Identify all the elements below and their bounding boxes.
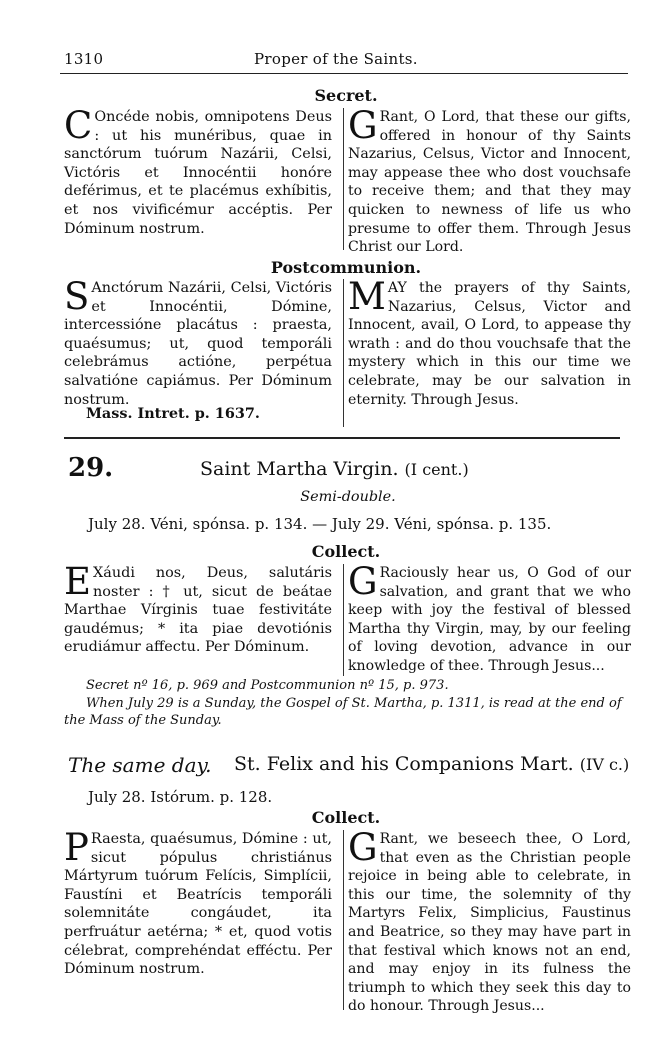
secret-heading: Secret. <box>314 86 378 105</box>
feast-title-text: Saint Martha Virgin. <box>200 458 399 480</box>
secret-columns <box>64 104 632 256</box>
latin-text: Xáudi nos, Deus, salutáris noster : † ut, sicut de beátae Marthae Vírginis tuae festivitáte gaudémus; * ita piae devotiónis erudiámur affectu. Per Dóminum. <box>64 565 332 656</box>
drop-cap: E <box>64 560 92 603</box>
postcommunion-heading: Postcommunion. <box>270 258 422 277</box>
feast-century: (I cent.) <box>404 460 469 479</box>
english-text: AY the prayers of thy Saints, Nazarius, Celsus, Victor and Innocent, avail, O Lord, to appease thy wrath : and do thou vouchsafe that the mystery which in this our time we celebrate, may be our salvation in eternity. Through Jesus. <box>348 280 631 408</box>
felix-title-text: St. Felix and his Companions Mart. <box>234 753 574 775</box>
page-number: 1310 <box>64 50 104 68</box>
drop-cap: G <box>348 560 378 603</box>
english-text: Raciously hear us, O God of our salvation, and grant that we who keep with joy the festival of blessed Martha thy Virgin, may, by our feeling of loving devotion, advance in our knowledge of thee. Through Jesus... <box>348 565 631 674</box>
section-rule <box>64 437 620 439</box>
felix-century: (IV c.) <box>579 755 630 774</box>
latin-text: Oncéde nobis, omnipotens Deus : ut his munéribus, quae in sanctórum tuórum Nazárii, Celsi, Victóris et Innocéntii honóre deférimus, et te placémus exhíbitis, et nos vivificémur accéptis. Per Dóminum nostrum. <box>64 109 332 237</box>
note-sunday-gospel: When July 29 is a Sunday, the Gospel of St. Martha, p. 1311, is read at the end of the Mass of the Sunday. <box>64 696 622 728</box>
same-day-label: The same day. <box>68 753 212 777</box>
running-title: Proper of the Saints. <box>254 50 418 68</box>
note-secret-postcommunion: Secret nº 16, p. 969 and Postcommunion nº 15, p. 973. <box>86 678 449 693</box>
mass-reference: Mass. Intret. p. 1637. <box>86 405 260 422</box>
latin-text: Anctórum Nazárii, Celsi, Victóris et Innocéntii, Dómine, intercessióne placátus : praesta, quaésumus; ut, quod temporáli celebrámus actióne, perpétua salvatióne capiámus. Per Dóminum nostrum. <box>64 280 332 408</box>
collect2-columns <box>64 826 632 1015</box>
english-text: Rant, O Lord, that these our gifts, offered in honour of thy Saints Nazarius, Celsus, Victor and Innocent, may appease thee who dost vouchsafe to receive them; and that they may quicken to newness of life us who presume to offer them. Through Jesus Christ our Lord. <box>348 109 631 256</box>
drop-cap: G <box>348 104 378 147</box>
drop-cap: P <box>64 826 89 869</box>
secret-latin <box>64 104 332 238</box>
drop-cap: C <box>64 104 93 147</box>
collect-latin <box>64 560 332 657</box>
feast-rank: Semi-double. <box>300 489 396 505</box>
drop-cap: G <box>348 826 378 869</box>
felix-dates: July 28. Istórum. p. 128. <box>88 788 273 806</box>
drop-cap: M <box>348 275 386 318</box>
collect2-latin <box>64 826 332 979</box>
collect-heading: Collect. <box>311 542 381 561</box>
secret-english <box>343 104 631 256</box>
english-text: Rant, we beseech thee, O Lord, that even as the Christian people rejoice in being able to celebrate, in this our time, the solemnity of thy Martyrs Felix, Simplicius, Faustinus and Beatrice, so they may have part in that festival which knows not an end, and may enjoy in its fulness the triumph to which they seek this day to do honour. Through Jesus... <box>348 831 631 1015</box>
drop-cap: S <box>64 275 90 318</box>
postcommunion-columns <box>64 275 632 408</box>
collect-english <box>343 560 631 676</box>
latin-text: Raesta, quaésumus, Dómine : ut, sicut pópulus christiánus Mártyrum tuórum Felícis, Simplícii, Faustíni et Beatrícis temporáli solemnitáte congáudet, ita perfruátur aetérna; * et, quod votis célebrat, comprehéndat efféctu. Per Dóminum nostrum. <box>64 831 332 978</box>
collect2-heading: Collect. <box>311 808 381 827</box>
collect2-english <box>343 826 631 1015</box>
feast-dates: July 28. Véni, spónsa. p. 134. — July 29. Véni, spónsa. p. 135. <box>88 515 552 533</box>
running-header <box>64 50 629 72</box>
feast-number: 29. <box>68 453 114 483</box>
felix-title <box>234 753 629 775</box>
postcommunion-latin <box>64 275 332 409</box>
header-rule <box>60 73 628 74</box>
collect-columns <box>64 560 632 676</box>
feast-title <box>200 458 469 480</box>
